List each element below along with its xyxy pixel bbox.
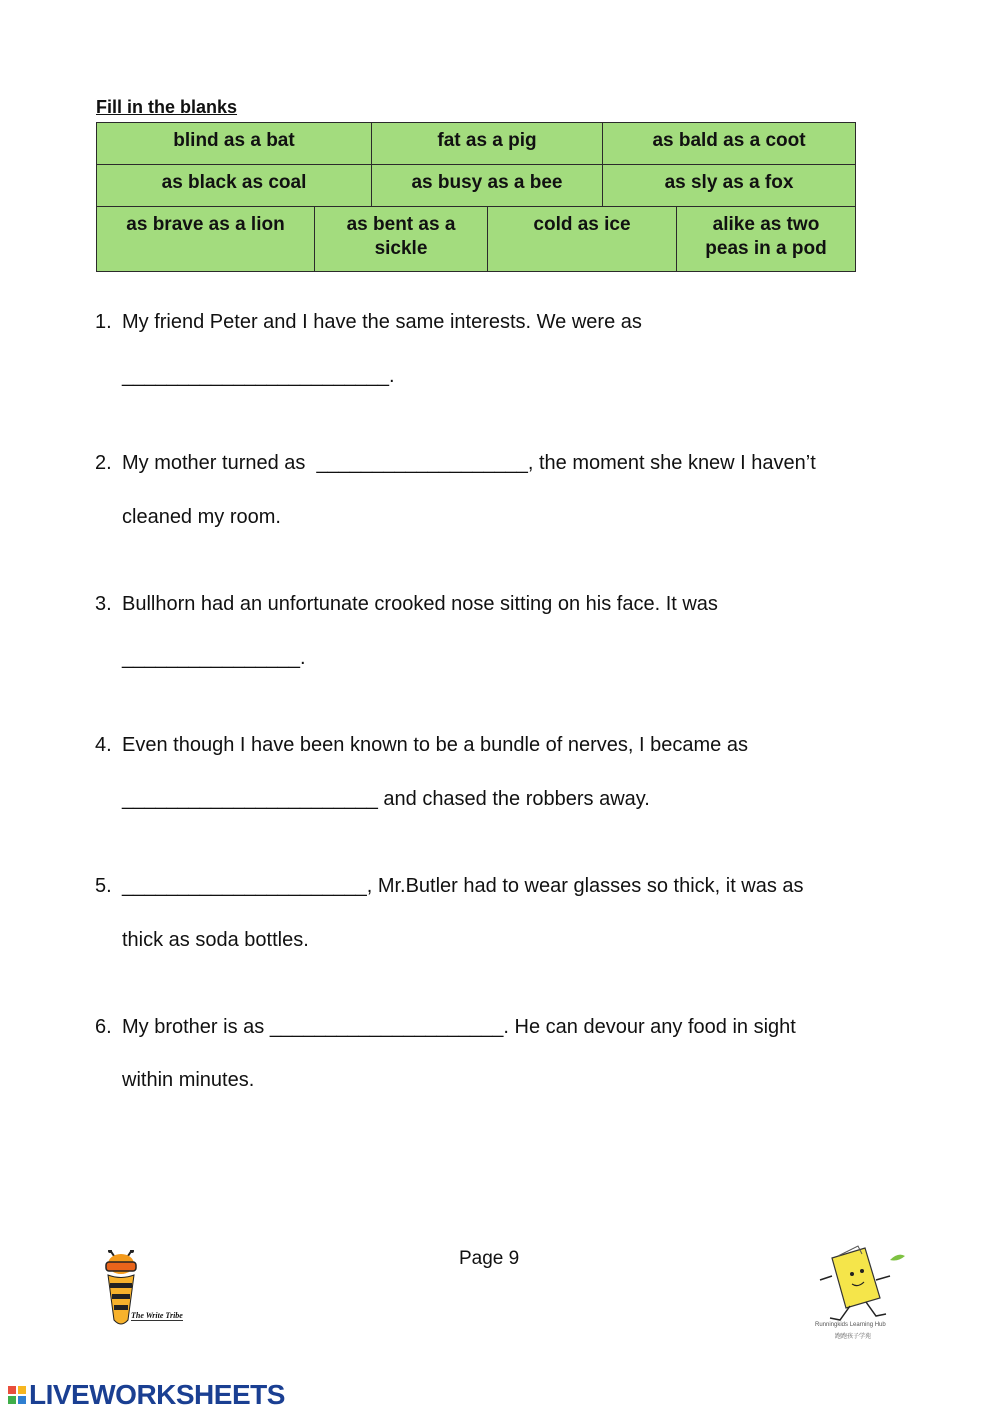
word-cell [677, 207, 855, 271]
word-cell: as bald as a coot [652, 130, 806, 151]
question-text: Even though I have been known to be a bundle of nerves, I became as [122, 734, 748, 756]
word-cell [315, 207, 488, 271]
liveworksheets-squares-icon [8, 1386, 26, 1404]
write-tribe-label: The Write Tribe [131, 1311, 183, 1320]
question-3 [95, 592, 718, 616]
word-box-row-1 [96, 122, 856, 166]
question-text[interactable]: ______________________, Mr.Butler had to wear glasses so thick, it was as [122, 875, 804, 897]
runningkids-sublabel: 跑跑孩子学苑 [835, 1334, 872, 1340]
question-text[interactable]: My mother turned as ___________________, the moment she knew I haven’t [122, 452, 816, 474]
question-number: 1. [95, 311, 112, 333]
word-cell: as sly as a fox [664, 172, 794, 193]
question-2-continuation: cleaned my room. [122, 506, 281, 528]
word-cell: as black as coal [97, 165, 372, 207]
question-5-continuation: thick as soda bottles. [122, 929, 309, 951]
word-box-row-3 [96, 206, 856, 272]
word-cell: blind as a bat [97, 123, 372, 165]
brand-square [18, 1386, 26, 1394]
liveworksheets-wordmark: LIVEWORKSHEETS [29, 1379, 285, 1410]
word-cell [97, 207, 315, 271]
runningkids-label: Runningkids Learning Hub [815, 1322, 886, 1328]
word-cell-line: sickle [374, 238, 428, 259]
brand-square [8, 1396, 16, 1404]
word-cell-line: alike as two [712, 214, 820, 235]
question-2 [95, 451, 816, 475]
question-text[interactable]: My brother is as _____________________. He can devour any food in sight [122, 1016, 796, 1038]
worksheet-heading: Fill in the blanks [96, 97, 238, 117]
page-number: Page 9 [459, 1248, 520, 1269]
question-1-continuation[interactable]: ________________________. [122, 365, 395, 387]
question-1 [95, 310, 642, 334]
question-4 [95, 733, 748, 757]
question-text: My friend Peter and I have the same interests. We were as [122, 311, 642, 333]
question-6 [95, 1015, 796, 1039]
liveworksheets-logo [8, 1380, 285, 1410]
question-5 [95, 874, 804, 898]
word-cell-line: as brave as a lion [126, 214, 285, 235]
word-cell-line: peas in a pod [705, 238, 827, 259]
question-3-continuation[interactable]: ________________. [122, 647, 306, 669]
question-4-continuation[interactable]: _______________________ and chased the robbers away. [122, 788, 650, 810]
question-text: Bullhorn had an unfortunate crooked nose sitting on his face. It was [122, 593, 718, 615]
question-6-continuation: within minutes. [122, 1069, 255, 1091]
word-cell [488, 207, 677, 271]
question-number: 3. [95, 593, 112, 615]
question-number: 6. [95, 1016, 112, 1038]
question-number: 4. [95, 734, 112, 756]
word-cell: as busy as a bee [372, 165, 603, 207]
question-number: 5. [95, 875, 112, 897]
brand-square [8, 1386, 16, 1394]
brand-square [18, 1396, 26, 1404]
word-box-row-2 [96, 164, 856, 208]
word-cell-line: cold as ice [533, 214, 631, 235]
question-number: 2. [95, 452, 112, 474]
running-book-logo-icon [810, 1240, 910, 1325]
word-cell: fat as a pig [372, 123, 603, 165]
word-cell-line: as bent as a [346, 214, 456, 235]
